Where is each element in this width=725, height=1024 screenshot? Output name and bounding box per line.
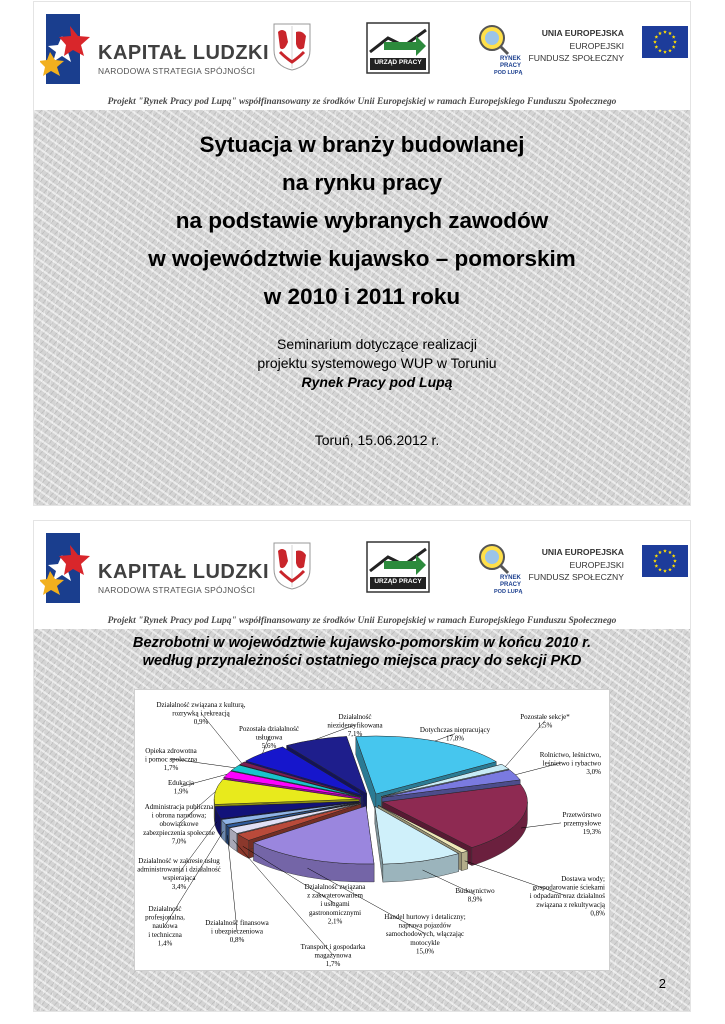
rynek-pracy-logo [474, 22, 524, 78]
rynek-pracy-logo [474, 541, 524, 597]
place-date: Toruń, 15.06.2012 r. [314, 432, 440, 448]
slide-header [34, 2, 690, 94]
slide-2 [34, 521, 690, 1011]
eu-flag-icon [642, 545, 688, 577]
coat-of-arms-icon [272, 541, 312, 591]
eu-logo [528, 541, 692, 593]
pie-label-4: Dostawa wody; gospodarowanie ściekami i odpadami oraz działalnoś związana z rekultywacją 0,8% [529, 875, 605, 918]
pie-label-14: Opieka zdrowotna i pomoc społeczna 1,7% [144, 747, 198, 773]
kapital-ludzki-logo [40, 531, 270, 605]
pie-chart [135, 690, 609, 970]
kapital-ludzki-star-icon [40, 531, 92, 605]
pie-label-11: Działalność w zakresie usług administrowania i działalność wspierająca 3,4% [137, 857, 221, 891]
page-number: 2 [658, 976, 666, 991]
pie-label-12: Administracja publiczna i obrona narodowa; obowiązkowe zabezpieczenia społeczne 7,0% [143, 803, 215, 846]
slide-header [34, 521, 690, 613]
title-line-1: Sytuacja w branży budowlanej [199, 132, 525, 157]
pie-label-10: Działalność profesjonalna, naukowa i techniczna 1,4% [145, 905, 185, 948]
pie-label-8: Transport i gospodarka magazynowa 1,7% [300, 943, 366, 969]
eu-line-2: EUROPEJSKI [569, 41, 624, 51]
title-line-2: na rynku pracy [281, 170, 443, 195]
title-line-4: w województwie kujawsko – pomorskim [148, 246, 576, 271]
kapital-ludzki-title: KAPITAŁ LUDZKI [98, 561, 270, 583]
eu-flag-icon [642, 26, 688, 58]
project-tagline: Projekt "Rynek Pracy pod Lupą" współfinansowany ze środków Unii Europejskiej w ramach Europejskiego Funduszu Społecznego [107, 97, 617, 107]
pie-label-3: Przetwórstwo przemysłowe 19,3% [562, 811, 601, 837]
rynek-pracy-label-3: POD LUPĄ [494, 70, 523, 76]
seminar-project-name: Rynek Pracy pod Lupą [301, 374, 453, 390]
kapital-ludzki-title: KAPITAŁ LUDZKI [98, 42, 270, 64]
pie-chart-frame [134, 689, 610, 971]
pie-label-1: Pozostałe sekcje* 1,5% [520, 713, 570, 730]
title-line-3: na podstawie wybranych zawodów [175, 208, 549, 233]
kapital-ludzki-logo [40, 12, 270, 86]
eu-line-3: FUNDUSZ SPOŁECZNY [528, 572, 624, 582]
chart-title-line-2: według przynależności ostatniego miejsca pracy do sekcji PKD [142, 653, 582, 669]
title-line-5: w 2010 i 2011 roku [263, 284, 461, 309]
kapital-ludzki-subtitle: NARODOWA STRATEGIA SPÓJNOŚCI [98, 66, 256, 76]
pie-label-2: Rolnictwo, leśnictwo, leśnictwo i rybactwo 3,0% [539, 751, 601, 777]
pie-label-6: Handel hurtowy i detaliczny; naprawa pojazdów samochodowych, włączając motocykle 15,0% [384, 913, 466, 956]
pie-label-17: Działalność niezidentyfikowana 7,1% [327, 713, 383, 739]
chart-title-line-1: Bezrobotni w województwie kujawsko-pomorskim w końcu 2010 r. [132, 635, 592, 651]
rynek-pracy-label-1: RYNEK [500, 56, 521, 62]
kapital-ludzki-subtitle: NARODOWA STRATEGIA SPÓJNOŚCI [98, 585, 256, 595]
pie-label-0: Dotychczas niepracujący 17,8% [419, 726, 491, 743]
pie-label-5: Budownictwo 8,9% [455, 887, 495, 904]
eu-logo [528, 22, 692, 74]
pie-label-13: Edukacja 1,9% [167, 779, 195, 796]
urzad-pracy-label: URZĄD PRACY [374, 59, 422, 66]
slide-1 [34, 2, 690, 505]
coat-of-arms-icon [272, 22, 312, 72]
seminar-line-1: Seminarium dotyczące realizacji [277, 336, 477, 352]
eu-line-1: UNIA EUROPEJSKA [541, 28, 624, 38]
rynek-pracy-label-1: RYNEK [500, 575, 521, 581]
slide-body [34, 110, 690, 505]
pie-label-7: Działalność związana z zakwaterowaniem i usługami gastronomicznymi 2,1% [304, 883, 366, 926]
urzad-pracy-logo [366, 541, 430, 593]
seminar-line-2: projektu systemowego WUP w Toruniu [257, 355, 497, 371]
urzad-pracy-label: URZĄD PRACY [374, 578, 422, 585]
project-tagline: Projekt "Rynek Pracy pod Lupą" współfinansowany ze środków Unii Europejskiej w ramach Europejskiego Funduszu Społecznego [107, 616, 617, 626]
pie-label-15: Działalność związana z kulturą, rozrywką i rekreacją 0,9% [156, 701, 246, 727]
urzad-pracy-logo [366, 22, 430, 74]
rynek-pracy-label-2: PRACY [500, 63, 522, 69]
eu-line-3: FUNDUSZ SPOŁECZNY [528, 53, 624, 63]
kapital-ludzki-star-icon [40, 12, 92, 86]
pie-label-16: Pozostała działalność usługowa 5,6% [238, 725, 300, 751]
eu-line-2: EUROPEJSKI [569, 560, 624, 570]
eu-line-1: UNIA EUROPEJSKA [541, 547, 624, 557]
rynek-pracy-label-2: PRACY [500, 582, 522, 588]
rynek-pracy-label-3: POD LUPĄ [494, 589, 523, 595]
pie-label-9: Działalność finansowa i ubezpieczeniowa 0,8% [205, 919, 269, 945]
